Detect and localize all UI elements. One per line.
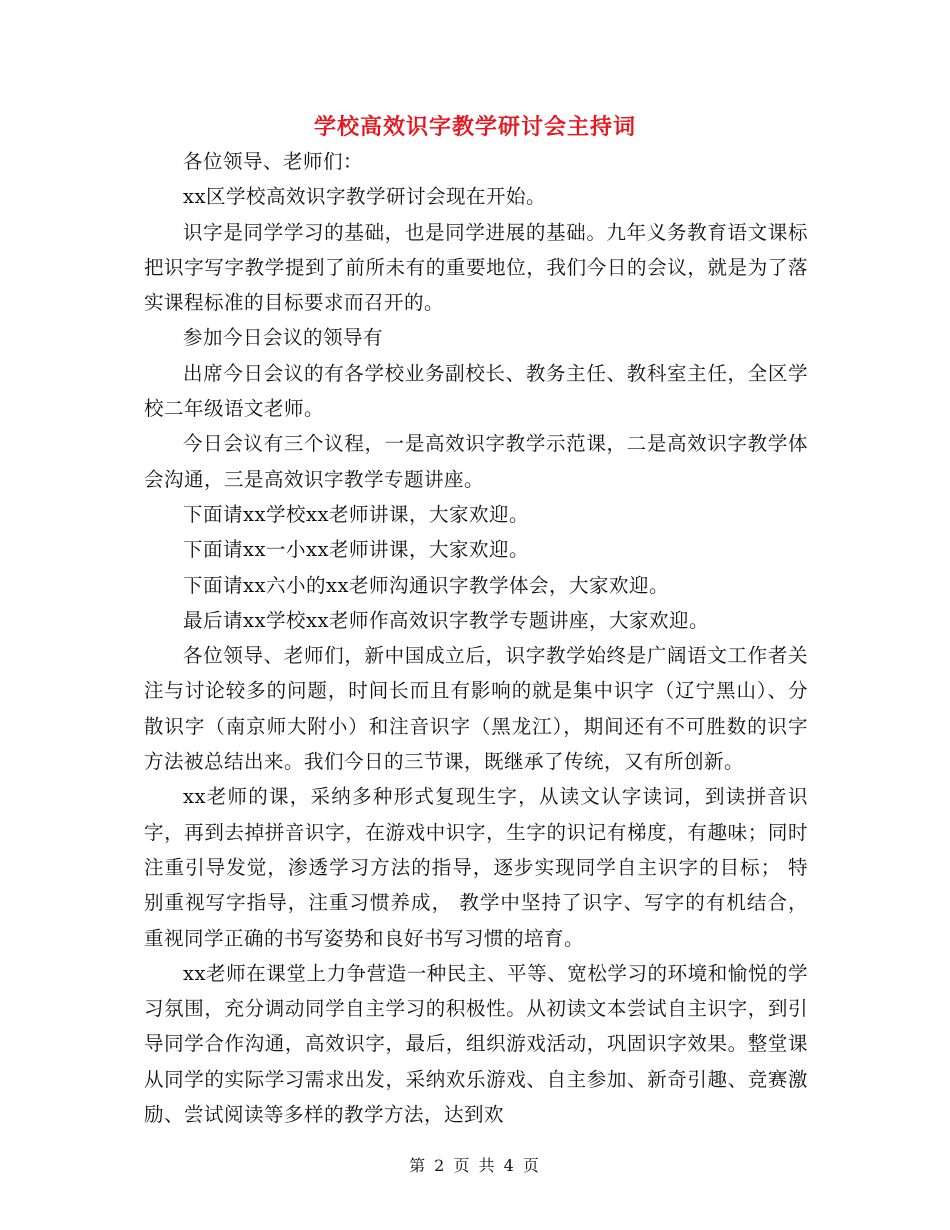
paragraph-greeting: 各位领导、老师们： (183, 150, 364, 173)
paragraph-review-2: xx老师在课堂上力争营造一种民主、平等、宽松学习的环境和愉悦的学习氛围，充分调动同学自主学习的积极性。从初读文本尝试自主识字，到引导同学合作沟通，高效识字，最后，组织游戏活动，巩固识字效果。整堂课从同学的实际学习需求出发，采纳欢乐游戏、自主参加、新奇引趣、竞赛激励、尝试阅读等多样的教学方法，达到欢 (144, 961, 808, 1127)
page-number-footer: 第 2 页 共 4 页 (409, 1156, 541, 1175)
paragraph-review-1: xx老师的课，采纳多种形式复现生字，从读文认字读词，到读拼音识字，再到去掉拼音识字，在游戏中识字，生字的识记有梯度，有趣味；同时注重引导发觉，渗透学习方法的指导，逐步实现同学自主识字的目标； 特别重视写字指导，注重习惯养成， 教学中坚持了识字、写字的有机结合，重视同学正确的书写姿势和良好书写习惯的培育。 (144, 785, 808, 950)
paragraph-history: 各位领导、老师们，新中国成立后，识字教学始终是广阔语文工作者关注与讨论较多的问题，时间长而且有影响的就是集中识字（辽宁黑山）、分散识字（南京师大附小）和注音识字（黑龙江），期间还有不可胜数的识字方法被总结出来。我们今日的三节课，既继承了传统，又有所创新。 (144, 644, 808, 774)
paragraph-agenda: 今日会议有三个议程，一是高效识字教学示范课，二是高效识字教学体会沟通，三是高效识字教学专题讲座。 (144, 432, 808, 491)
paragraph-lecture: 最后请xx学校xx老师作高效识字教学专题讲座，大家欢迎。 (183, 608, 709, 632)
paragraph-lesson-2: 下面请xx一小xx老师讲课，大家欢迎。 (183, 538, 529, 562)
paragraph-opening: xx区学校高效识字教学研讨会现在开始。 (183, 185, 546, 209)
document-title: 学校高效识字教学研讨会主持词 (313, 114, 636, 140)
paragraph-importance: 识字是同学学习的基础，也是同学进展的基础。九年义务教育语文课标把识字写字教学提到了前所未有的重要地位，我们今日的会议，就是为了落实课程标准的目标要求而召开的。 (144, 220, 808, 315)
document-body (144, 144, 808, 1132)
paragraph-leaders: 参加今日会议的领导有 (183, 326, 384, 350)
paragraph-attendees: 出席今日会议的有各学校业务副校长、教务主任、教科室主任，全区学校二年级语文老师。 (144, 361, 808, 421)
paragraph-lesson-1: 下面请xx学校xx老师讲课，大家欢迎。 (183, 502, 529, 526)
paragraph-experience: 下面请xx六小的xx老师沟通识字教学体会，大家欢迎。 (183, 573, 669, 597)
